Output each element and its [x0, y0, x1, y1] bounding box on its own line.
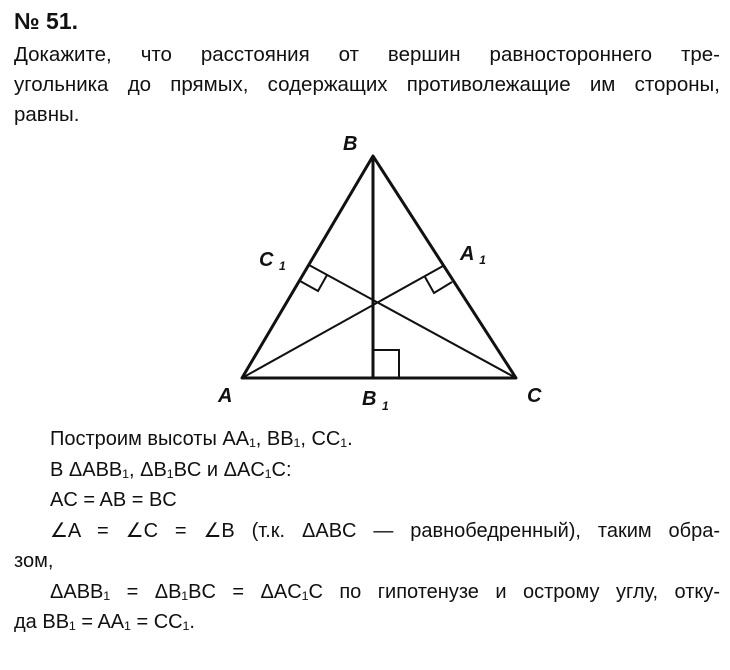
right-angle-a1 — [425, 277, 452, 293]
solution-line-6: ΔABB₁ = ΔB₁BC = ΔAC₁C по гипотенузе и острому углу, отку- — [50, 580, 720, 603]
label-c1-base: C — [259, 249, 274, 271]
solution-line-3: AC = AB = BC — [50, 489, 177, 511]
label-c1-sub: 1 — [279, 259, 286, 273]
solution-line-2: В ΔABB₁, ΔB₁BC и ΔAC₁C: — [50, 458, 292, 481]
solution-text — [14, 424, 720, 638]
label-c1 — [259, 249, 286, 273]
label-b1-sub: 1 — [382, 399, 389, 413]
statement-line-1: Докажите, что расстояния от вершин равностороннего тре- — [14, 43, 720, 66]
solution-line-5: зом, — [14, 550, 54, 572]
right-angle-c1 — [300, 275, 327, 291]
problem-number: № 51. — [14, 8, 79, 34]
label-a1-base: A — [460, 243, 474, 265]
statement-line-2: угольника до прямых, содержащих противолежащие им стороны, — [14, 73, 720, 96]
solution-line-4: ∠A = ∠C = ∠B (т.к. ΔABC — равнобедренный), таким обра- — [50, 519, 720, 542]
label-a1-sub: 1 — [479, 253, 486, 267]
label-a: A — [218, 385, 233, 407]
label-b1 — [362, 388, 389, 413]
solution-line-7: да BB₁ = AA₁ = CC₁. — [14, 611, 195, 633]
label-b1-base: B — [362, 388, 377, 410]
statement-line-3: равны. — [14, 103, 80, 126]
solution-line-1: Построим высоты AA₁, BB₁, CC₁. — [50, 428, 353, 450]
label-c: C — [527, 385, 542, 407]
label-a1 — [459, 243, 486, 267]
label-b: B — [343, 133, 358, 155]
right-angle-b1 — [373, 350, 399, 378]
